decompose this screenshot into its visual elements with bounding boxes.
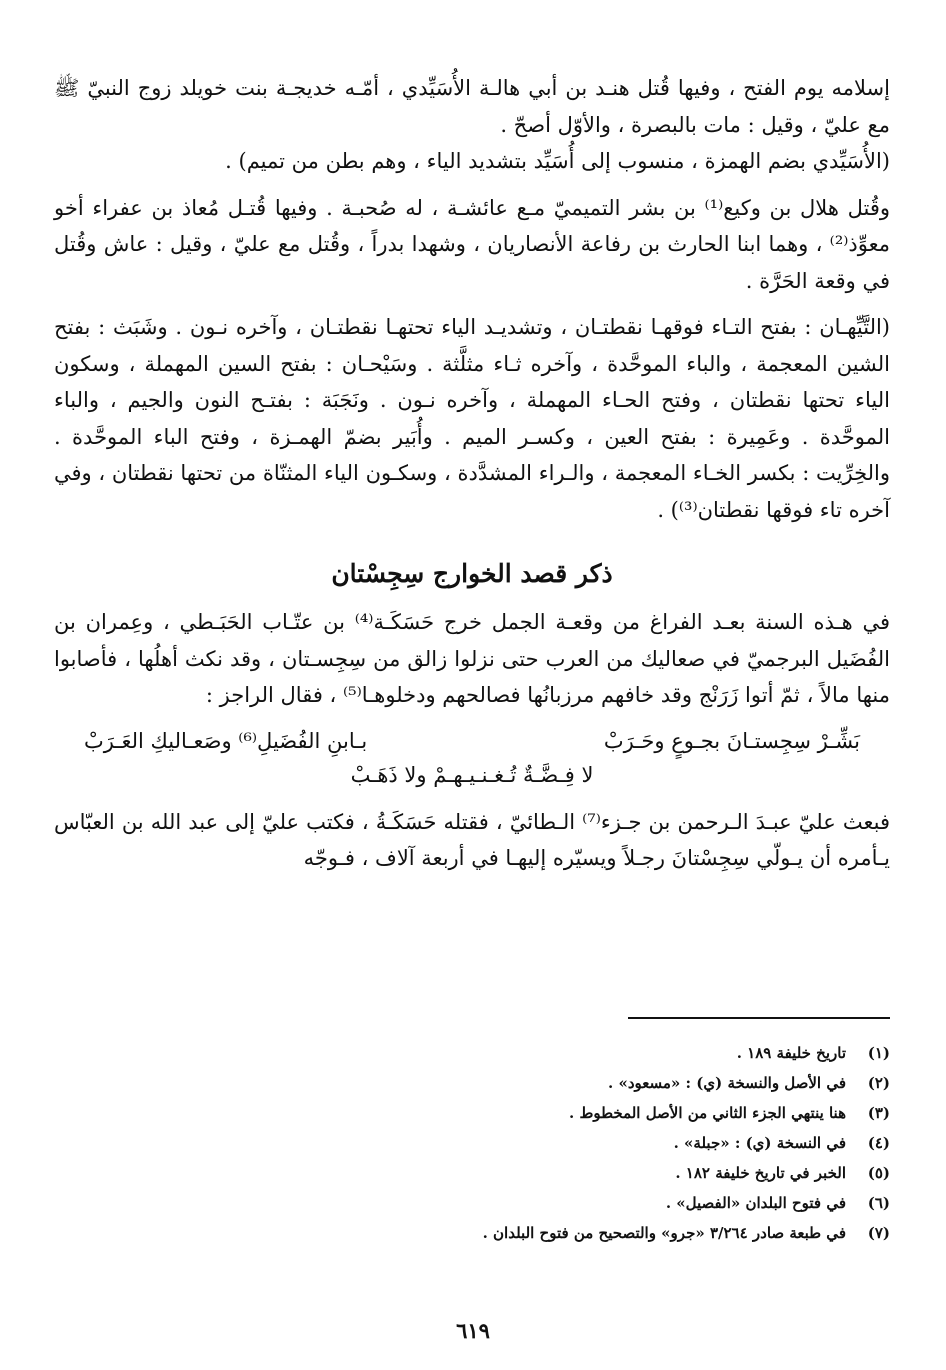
footnote-divider: [628, 1017, 890, 1019]
paragraph-3: وقُتل هلال بن وكيع⁽¹⁾ بن بشر التميميّ مـع عائشـة ، له صُحبـة . وفيها قُتـل مُعاذ بن عفراء أخو معوِّذ⁽²⁾ ، وهما ابنا الحارث بن رفاعة الأنصاريان ، وشهدا بدراً ، وقُتل مع عليّ ، وقيل : عاش وقُتل في وقعة الحَرَّة .: [54, 195, 890, 293]
footnote-item: [54, 1068, 890, 1098]
paragraph-5: في هـذه السنة بعـد الفراغ من وقعـة الجمل خرج حَسَكَـة⁽⁴⁾ بن عتّـاب الحَبَـطي ، وعِمران بن الفُضَيل البرجميّ في صعاليك من العرب حتى نزلوا زالق من سِجِسـتان ، وقد نكث أهلُها ، فأصابوا منها مالاً ، ثمّ أتوا زَرَنْج وقد خافهم مرزبانُها فصالحهم ودخلوهـا⁽⁵⁾ ، فقال الراجز :: [54, 610, 891, 707]
footnotes: [54, 1038, 890, 1248]
section-heading: ذكر قصد الخوارج سِجِسْتان: [331, 559, 613, 588]
main-text: [54, 70, 890, 877]
footnote-item: [54, 1128, 890, 1158]
paragraph-4: (التَّيِّهـان : بفتح التـاء فوقهـا نقطتـان ، وتشديـد الياء تحتهـا نقطتـان ، وآخره نـون . وشَبَث : بفتح الشين المعجمة ، والباء الموحَّدة ، وآخره ثـاء مثلَّثة . وسَيْحـان : بفتح السين المهملة ، وسكون الياء تحتها نقطتان ، وفتح الحـاء المهملة ، وآخره نـون . ونَجَبَة : بفتـح النون والجيم ، والباء الموحَّدة . وعَمِيرة : بفتح العين ، وكسـر الميم . وأُبَير بضمّ الهمـزة ، وفتح الباء الموحَّدة . والخِرِّيت : بكسر الخـاء المعجمة ، والـراء المشدَّدة ، وسكـون الياء المثنّاة من تحتها نقطتان ، وفي آخره تاء فوقها نقطتان⁽³⁾) .: [54, 315, 890, 522]
footnote-number: (٣): [867, 1104, 890, 1122]
footnote-item: [54, 1188, 890, 1218]
footnote-item: [54, 1218, 890, 1248]
verse-line-2: لا فِـضَّـةٌ تُـغـنـيـهـمْ ولا ذَهَـبْ: [350, 762, 594, 787]
footnote-number: (٢): [867, 1074, 890, 1092]
poem-verse: [84, 724, 860, 792]
paragraph-2: (الأُسَيِّدي بضم الهمزة ، منسوب إلى أُسَيِّد بتشديد الياء ، وهم بطن من تميم) .: [225, 149, 890, 173]
verse-hemistich-1: بَشِّـرْ سِجِستـانَ بجـوعٍ وحَـرَبْ: [603, 728, 860, 753]
footnote-number: (٥): [867, 1164, 890, 1182]
paragraph-1: إسلامه يوم الفتح ، وفيها قُتل هنـد بن أبي هالـة الأُسَيِّدي ، أمّـه خديجـة بنت خويلد زوج النبيّ ﷺ مع عليّ ، وقيل : مات بالبصرة ، والأوّل أصحّ .: [54, 76, 890, 137]
footnote-number: (٤): [867, 1134, 890, 1152]
footnote-text: في النسخة (ي) : «جبلة» .: [673, 1134, 846, 1152]
verse-hemistich-2: بـابنِ الفُضَيلِ⁽⁶⁾ وصَعـاليكِ العَـرَبْ: [84, 728, 368, 753]
footnote-text: في فتوح البلدان «الفصيل» .: [665, 1194, 846, 1212]
footnote-number: (٧): [867, 1224, 890, 1242]
footnote-text: الخبر في تاريخ خليفة ١٨٢ .: [675, 1164, 846, 1182]
footnote-text: هنا ينتهي الجزء الثاني من الأصل المخطوط .: [569, 1104, 846, 1122]
page-number: ٦١٩: [456, 1318, 490, 1343]
footnote-text: في الأصل والنسخة (ي) : «مسعود» .: [608, 1074, 846, 1092]
footnote-item: [54, 1098, 890, 1128]
verse-line-1: [84, 724, 860, 758]
footnote-item: [54, 1158, 890, 1188]
footnote-number: (١): [867, 1044, 890, 1062]
footnote-number: (٦): [867, 1194, 890, 1212]
footnote-item: [54, 1038, 890, 1068]
paragraph-6: فبعث عليّ عبـدَ الـرحمن بن جـزء⁽⁷⁾ الـطائيّ ، فقتله حَسَكَـةُ ، فكتب عليّ إلى عبد الله بن العبّاس يـأمره أن يـولّي سِجِسْتانَ رجـلاً ويسيّره إليهـا في أربعة آلاف ، فـوجّه: [54, 809, 890, 870]
footnote-text: تاريخ خليفة ١٨٩ .: [736, 1044, 846, 1062]
footnote-text: في طبعة صادر ٣/٢٦٤ «جرو» والتصحيح من فتوح البلدان .: [482, 1224, 846, 1242]
